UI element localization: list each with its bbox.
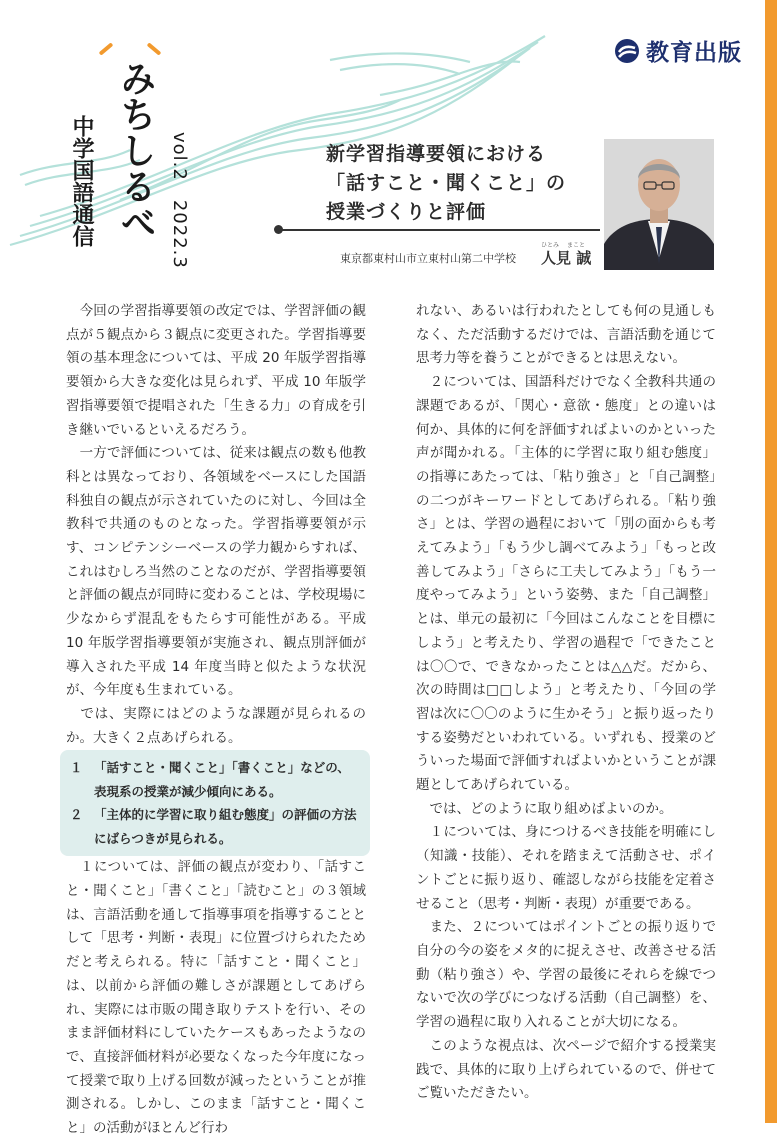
paragraph: では、実際にはどのような課題が見られるのか。大きく２点あげられる。 — [66, 705, 366, 746]
author-school: 東京都東村山市立東村山第二中学校 — [340, 252, 516, 265]
edge-accent-bar — [765, 0, 777, 1123]
paragraph: れない、あるいは行われたとしても何の見通しもなく、ただ活動するだけでは、言語活動を通じて思考力等を養うことができるとは思えない。 — [416, 303, 716, 367]
body-left-column — [66, 300, 366, 1141]
paragraph: 一方で評価については、従来は観点の数も他教科とは異なっており、各領域をベースにした国語科独自の観点が示されていたのに対し、今回は全教科で共通のものとなった。学習指導要領が示す、コンピテンシーベースの学力観からすれば、これはむしろ当然のことなのだが、学習指導要領と評価の観点が同時に変わることは、学校現場に少なからず混乱をもたらす可能性がある。平成 10 年版学習指導要領が実施され、観点別評価が導入された平成 14 年度当時と似たような状況が、今年度も生まれている。 — [66, 445, 366, 699]
body-right-column — [416, 300, 716, 1106]
issue-text: 「話すこと・聞くこと」「書くこと」などの、表現系の授業が減少傾向にある。 — [94, 760, 350, 799]
publisher-emblem-icon — [614, 38, 640, 64]
headline-line-2: 「話すこと・聞くこと」の — [326, 172, 567, 194]
publisher-logo — [614, 34, 742, 67]
article-headline — [326, 140, 606, 227]
author-ruby-given: まこと — [567, 242, 586, 249]
paragraph: では、どのように取り組めばよいのか。 — [416, 800, 673, 817]
paragraph: １については、評価の観点が変わり、「話すこと・聞くこと」「書くこと」「読むこと」の３領域は、言語活動を通して指導事項を指導することとして「思考・判断・表現」に位置づけられたためだと考えられる。特に「話すこと・聞くこと」は、以前から評価の難しさが課題としてあげられ、実際には市販の聞き取りテストを行い、そのまま評価材料にしていたケースもあったようなので、直接評価材料が必要なくなった今年度になって授業で取り上げる回数が減ったということが推測される。しかし、このまま「話すこと・聞くこと」の活動がほとんど行わ — [66, 859, 366, 1137]
headline-line-3: 授業づくりと評価 — [326, 201, 487, 223]
volume-date: vol.2 2022.3 — [169, 132, 190, 269]
magazine-subtitle: 中学国語通信 — [69, 115, 94, 247]
issue-text: 「主体的に学習に取り組む態度」の評価の方法にばらつきが見られる。 — [94, 807, 357, 846]
headline-rule — [280, 229, 600, 231]
author-ruby-family: ひとみ — [541, 242, 560, 249]
paragraph: 今回の学習指導要領の改定では、学習評価の観点が５観点から３観点に変更された。学習指導要領の基本理念については、平成 20 年版学習指導要領から大きな変化は見られず、平成 10 年版学習指導要領で提唱された「生きる力」の育成を引き継いでいるといえるだろう。 — [66, 303, 366, 438]
paragraph: また、２についてはポイントごとの振り返りで自分の今の姿をメタ的に捉えさせ、改善させる活動（粘り強さ）や、学習の最後にそれらを線でつないで次の学びにつなげる活動（自己調整）を、学習の過程に取り入れることが大切になる。 — [416, 919, 716, 1031]
issues-box — [60, 750, 370, 856]
issue-item — [70, 803, 362, 850]
publisher-name: 教育出版 — [646, 40, 742, 66]
magazine-title: みちしるべ — [115, 60, 156, 240]
paragraph: ２については、国語科だけでなく全教科共通の課題であるが、「関心・意欲・態度」との違いは何か、具体的に何を評価すればよいのかといった声が聞かれる。「主体的に学習に取り組む態度」の指導にあたっては、「粘り強さ」と「自己調整」の二つがキーワードとしてあげられる。「粘り強さ」とは、学習の過程において「別の面からも考えてみよう」「もう少し調べてみよう」「もっと改善してみよう」「さらに工夫してみよう」「もう一度やってみよう」という姿勢、また「自己調整」とは、単元の最初に「今回はこんなことを目標にしよう」と考えたり、学習の過程で「できたことは〇〇で、できなかったことは△△だ。だから、次の時間は□□しよう」と考えたり、「今回の学習は次に〇〇のように生かそう」と振り返ったりする姿勢だといわれている。いずれも、授業のどういった場面で評価すればよいかということが課題としてあげられている。 — [416, 374, 716, 794]
paragraph: １については、身につけるべき技能を明確にし（知識・技能）、それを踏まえて活動させ、ポイントごとに振り返り、確認しながら技能を定着させること（思考・判断・表現）が重要である。 — [416, 824, 716, 912]
author-name: 人見 誠 — [541, 249, 592, 267]
issue-number: １ — [70, 760, 83, 776]
headline-line-1: 新学習指導要領における — [326, 143, 547, 165]
issue-item — [70, 756, 362, 803]
issue-number: ２ — [70, 807, 83, 823]
author-photo — [604, 139, 714, 270]
paragraph: このような視点は、次ページで紹介する授業実践で、具体的に取り上げられているので、併せてご覧いただきたい。 — [416, 1037, 716, 1102]
